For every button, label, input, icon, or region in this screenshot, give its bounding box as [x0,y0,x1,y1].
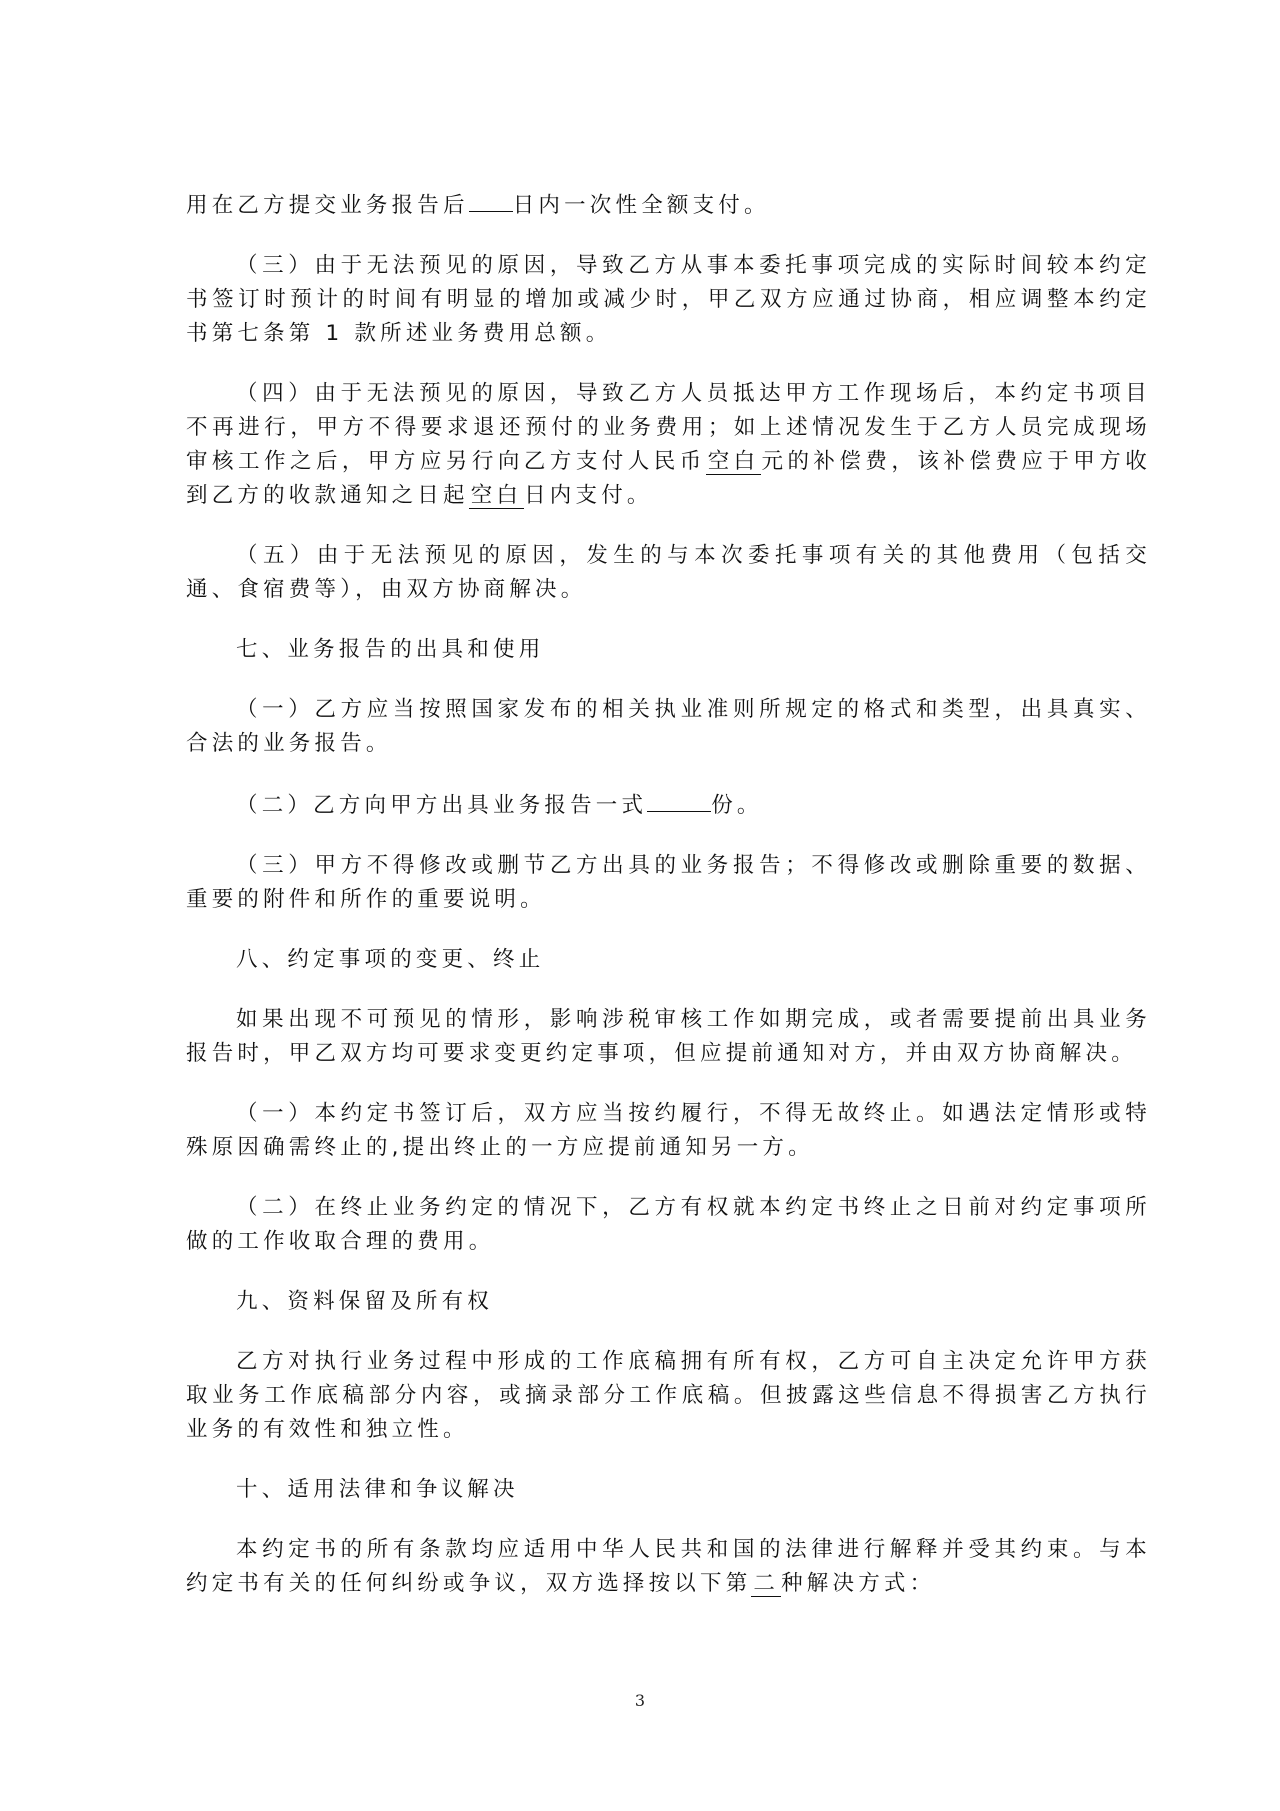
fill-amount: 空白 [707,449,760,474]
paragraph-law [186,1533,1151,1601]
text: （二）乙方向甲方出具业务报告一式 [236,793,648,818]
text: （四）由于无法预见的原因，导致乙方人员抵达甲方工作现场后，本约定书项目不再进行，甲方不得要求退还预付的业务费用；如上述情况发生于乙方人员完成现场审核工作之后，甲方应另行向乙方支付人民币 [186,381,1151,474]
paragraph-payment-term [186,187,1151,223]
text: 用在乙方提交业务报告后 [186,193,469,218]
paragraph-clause-4 [186,377,1151,513]
text: 种解决方式： [781,1571,936,1596]
section-heading-7: 七、业务报告的出具和使用 [236,637,545,662]
text: 日内一次性全额支付。 [512,193,770,218]
text: 本约定书的所有条款均应适用中华人民共和国的法律进行解释并受其约束。与本约定书有关的任何纠纷或争议，双方选择按以下第 [186,1537,1151,1596]
paragraph-termination-2: （二）在终止业务约定的情况下，乙方有权就本约定书终止之日前对约定事项所做的工作收取合理的费用。 [186,1195,1151,1254]
section-heading-10: 十、适用法律和争议解决 [236,1477,519,1502]
text: 份。 [711,793,763,818]
fill-option: 二 [753,1571,780,1596]
text: 日内支付。 [524,483,653,508]
blank-days [469,187,513,212]
paragraph-report-2 [186,787,1151,823]
paragraph-report-3: （三）甲方不得修改或删节乙方出具的业务报告；不得修改或删除重要的数据、重要的附件和所作的重要说明。 [186,853,1151,912]
document-body [186,187,1151,1627]
blank-copies [647,787,711,812]
paragraph-change: 如果出现不可预见的情形，影响涉税审核工作如期完成，或者需要提前出具业务报告时，甲乙双方均可要求变更约定事项，但应提前通知对方，并由双方协商解决。 [186,1007,1151,1066]
paragraph-report-1: （一）乙方应当按照国家发布的相关执业准则所规定的格式和类型，出具真实、合法的业务报告。 [186,697,1151,756]
text: 元的补偿费，该补偿费应于甲方收到乙方的收款通知之日起 [186,449,1151,508]
fill-days: 空白 [470,483,523,508]
paragraph-clause-3: （三）由于无法预见的原因，导致乙方从事本委托事项完成的实际时间较本约定书签订时预计的时间有明显的增加或减少时，甲乙双方应通过协商，相应调整本约定书第七条第 1 款所述业务费用总额。 [186,253,1151,346]
section-heading-8: 八、约定事项的变更、终止 [236,947,545,972]
paragraph-clause-5: （五）由于无法预见的原因，发生的与本次委托事项有关的其他费用（包括交通、食宿费等），由双方协商解决。 [186,543,1151,602]
paragraph-termination-1: （一）本约定书签订后，双方应当按约履行，不得无故终止。如遇法定情形或特殊原因确需终止的,提出终止的一方应提前通知另一方。 [186,1101,1151,1160]
paragraph-ownership: 乙方对执行业务过程中形成的工作底稿拥有所有权，乙方可自主决定允许甲方获取业务工作底稿部分内容，或摘录部分工作底稿。但披露这些信息不得损害乙方执行业务的有效性和独立性。 [186,1349,1151,1442]
page-number: 3 [634,1691,646,1710]
section-heading-9: 九、资料保留及所有权 [236,1289,494,1314]
